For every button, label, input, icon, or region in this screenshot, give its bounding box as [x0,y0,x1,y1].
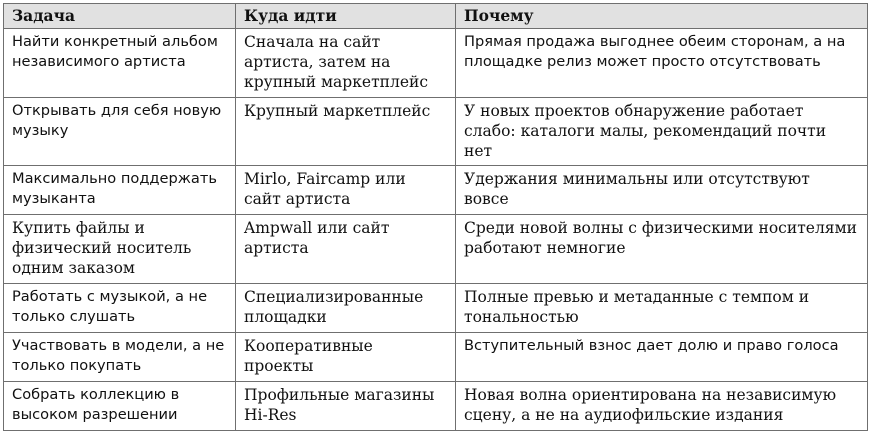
cell-task: Найти конкретный альбом независимого артиста [4,29,236,98]
header-task: Задача [4,4,236,29]
table-row [4,215,868,284]
cell-where: Профильные магазины Hi-Res [236,382,456,431]
table-row [4,166,868,215]
cell-where: Кооперативные проекты [236,333,456,382]
comparison-table-container [3,3,867,431]
comparison-table [3,3,868,431]
cell-where: Специализированные площадки [236,284,456,333]
cell-why: Удержания минимальны или отсутствуют вовсе [456,166,868,215]
cell-why: Новая волна ориентирована на независимую сцену, а не на аудиофильские издания [456,382,868,431]
cell-why: У новых проектов обнаружение работает слабо: каталоги малы, рекомендаций почти нет [456,98,868,166]
table-row [4,382,868,431]
cell-why: Среди новой волны с физическими носителями работают немногие [456,215,868,284]
header-why: Почему [456,4,868,29]
cell-task: Работать с музыкой, а не только слушать [4,284,236,333]
table-row [4,98,868,166]
table-row [4,29,868,98]
cell-why: Прямая продажа выгоднее обеим сторонам, а на площадке релиз может просто отсутствовать [456,29,868,98]
cell-task: Участвовать в модели, а не только покупать [4,333,236,382]
table-row [4,284,868,333]
cell-where: Mirlo, Faircamp или сайт артиста [236,166,456,215]
table-row [4,333,868,382]
header-where: Куда идти [236,4,456,29]
cell-where: Крупный маркетплейс [236,98,456,166]
table-header-row [4,4,868,29]
cell-where: Сначала на сайт артиста, затем на крупный маркетплейс [236,29,456,98]
cell-task: Максимально поддержать музыканта [4,166,236,215]
cell-why: Полные превью и метаданные с темпом и тональностью [456,284,868,333]
cell-task: Собрать коллекцию в высоком разрешении [4,382,236,431]
cell-where: Ampwall или сайт артиста [236,215,456,284]
cell-task: Открывать для себя новую музыку [4,98,236,166]
cell-task: Купить файлы и физический носитель одним заказом [4,215,236,284]
cell-why: Вступительный взнос дает долю и право голоса [456,333,868,382]
